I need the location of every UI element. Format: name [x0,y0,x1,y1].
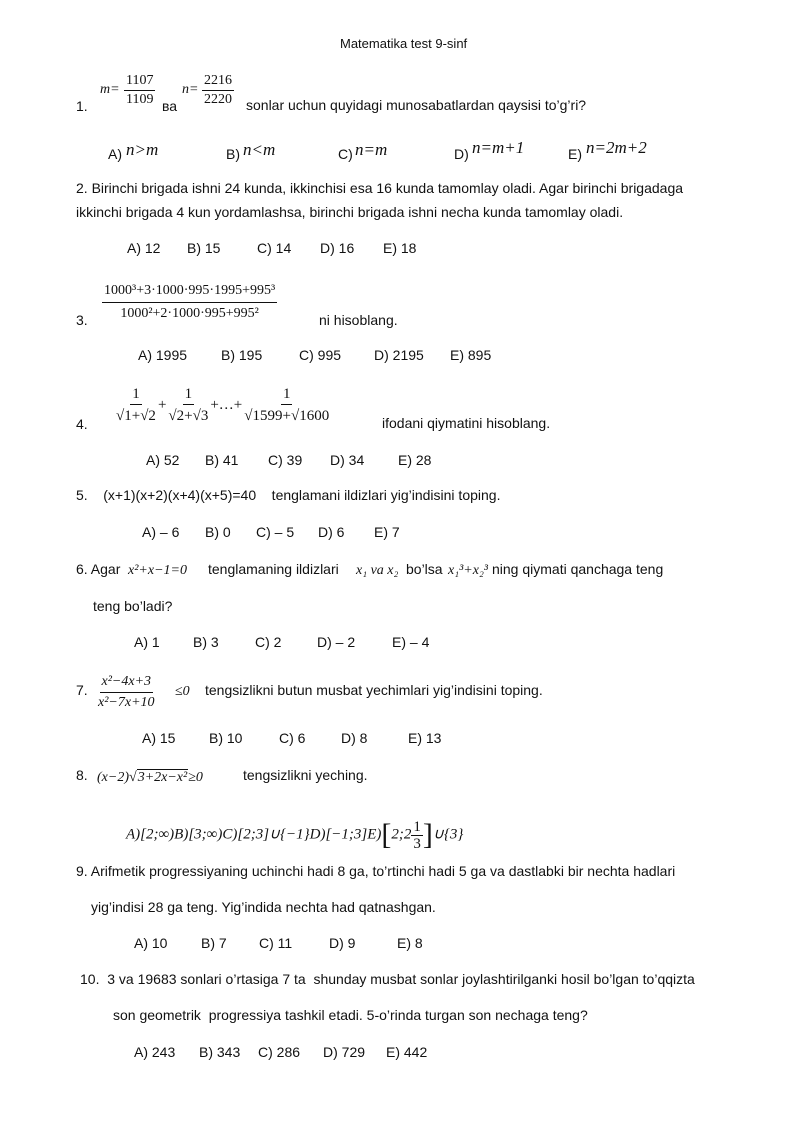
q3-option-b: B) 195 [221,347,263,363]
q4-option-c: C) 39 [268,452,303,468]
q7-rel: ≤0 [175,684,190,699]
q6-roots: x₁ va x₂ [356,563,399,578]
q1-option-e-label: E) [568,146,582,162]
q2-line1: 2. Birinchi brigada ishni 24 kunda, ikkinchisi esa 16 kunda tamomlay oladi. Agar birinchi brigadaga [76,180,684,196]
q8-opt-e-num: 1 [413,818,421,835]
q3-option-a: A) 1995 [138,347,188,363]
q6-bolsa: bo’lsa [406,561,443,577]
q10-option-d: D) 729 [323,1044,366,1060]
q4-text: ifodani qiymatini hisoblang. [382,415,551,431]
q8-expr-post: ≥0 [188,770,203,785]
q7-option-e: E) 13 [408,730,442,746]
q4-option-e: E) 28 [398,452,432,468]
q8-opt-e-pre: 2;2 [391,826,412,843]
q3-text: ni hisoblang. [319,312,398,328]
q8-expr-sqrt: 3+2x−x² [137,770,188,785]
q9-option-e: E) 8 [397,935,423,951]
page-title: Matematika test 9-sinf [340,36,468,51]
q2-option-a: A) 12 [127,240,161,256]
q3-option-c: C) 995 [299,347,342,363]
q4-plus: + [157,396,167,413]
q1-option-c-expr: n=m [355,140,388,159]
q1-m-fraction [124,72,155,109]
q1-option-c-label: C) [338,146,353,162]
q7-option-d: D) 8 [341,730,368,746]
q9-option-c: C) 11 [259,935,293,951]
q8-text: tengsizlikni yeching. [243,767,368,783]
q3-den: 1000²+2·1000·995+995² [120,306,259,321]
q7-option-a: A) 15 [142,730,176,746]
q7-number: 7. [76,682,88,698]
q6-equation: x²+x−1=0 [128,563,187,578]
q9-option-a: A) 10 [134,935,168,951]
q1-m-den: 1109 [126,92,154,107]
q4-term3-num: 1 [281,384,293,405]
q6-option-c: C) 2 [255,634,282,650]
q7-num: x²−4x+3 [100,672,154,693]
q1-option-b-expr: n<m [243,140,276,159]
q4-dots: +…+ [210,396,243,413]
q1-option-b-label: B) [226,146,240,162]
q4-term1-num: 1 [130,384,142,405]
q1-n-den: 2220 [204,92,232,107]
q6-option-b: B) 3 [193,634,219,650]
q6-expr: x₁³+x₂³ [448,563,489,578]
q1-text: sonlar uchun quyidagi munosabatlardan qaysisi to’g’ri? [246,97,587,113]
q2-option-e: E) 18 [383,240,417,256]
q9-line2: yig’indisi 28 ga teng. Yig’indida nechta had qatnashgan. [91,899,436,915]
q7-option-c: C) 6 [279,730,306,746]
q6-mid: tenglamaning ildizlari [208,561,339,577]
q6-suffix: ning qiymati qanchaga teng [492,561,664,577]
q8-opt-e-den: 3 [413,835,421,852]
q7-text: tengsizlikni butun musbat yechimlari yig’indisini toping. [205,682,543,698]
q5-option-b: B) 0 [205,524,231,540]
q1-n-fraction [202,72,234,109]
q1-va: ва [162,98,178,114]
q2-option-d: D) 16 [320,240,355,256]
q9-option-d: D) 9 [329,935,356,951]
q4-term1-den: √1+√2 [116,408,156,424]
q1-m-label: m= [100,82,120,97]
q6-option-a: A) 1 [134,634,160,650]
q10-option-c: C) 286 [258,1044,301,1060]
q6-line2: teng bo’ladi? [93,598,173,614]
q4-option-d: D) 34 [330,452,365,468]
q1-option-a-expr: n>m [126,140,159,159]
q8-number: 8. [76,767,88,783]
q4-term3-den: √1599+√1600 [244,408,330,424]
q8-expression: (x−2)√3+2x−x²≥0 [97,770,203,785]
q1-n-num: 2216 [202,72,234,91]
q9-option-b: B) 7 [201,935,227,951]
q6-option-e: E) – 4 [392,634,430,650]
q4-option-a: A) 52 [146,452,180,468]
q5-text: 5. (x+1)(x+2)(x+4)(x+5)=40 tenglamani ildizlari yig’indisini toping. [76,487,501,503]
q10-option-a: A) 243 [134,1044,176,1060]
q2-line2: ikkinchi brigada 4 kun yordamlashsa, birinchi brigada ishni necha kunda tamomlay oladi. [76,204,624,220]
q9-line1: 9. Arifmetik progressiyaning uchinchi hadi 8 ga, to’rtinchi hadi 5 ga va dastlabki bir nechta hadlari [76,863,676,879]
q1-option-d-label: D) [454,146,469,162]
q8-options: A)[2;∞)B)[3;∞)C)[2;3]∪{−1}D)[−1;3]E)[2;2 $\frac{1}{3}$ ]∪{3} [126,818,464,852]
q1-m-num: 1107 [124,72,155,91]
q5-option-e: E) 7 [374,524,400,540]
q8-options-main: A)[2;∞)B)[3;∞)C)[2;3]∪{−1}D)[−1;3]E) [126,826,382,843]
q8-opt-e-post: ∪{3} [432,826,464,843]
q8-expr-pre: (x−2) [97,770,129,785]
q2-option-b: B) 15 [187,240,221,256]
q3-option-d: D) 2195 [374,347,424,363]
q1-option-e-expr: n=2m+2 [586,138,647,157]
q7-option-b: B) 10 [209,730,243,746]
q1-option-d-expr: n=m+1 [472,138,525,157]
q10-option-e: E) 442 [386,1044,428,1060]
q4-expression [114,384,331,427]
q5-option-a: A) – 6 [142,524,180,540]
q7-den: x²−7x+10 [98,695,155,710]
q4-term2-num: 1 [183,384,195,405]
q1-option-a-label: A) [108,146,122,162]
q3-number: 3. [76,312,88,328]
q2-option-c: C) 14 [257,240,292,256]
q5-option-d: D) 6 [318,524,345,540]
q5-option-c: C) – 5 [256,524,295,540]
q4-term2-den: √2+√3 [168,408,209,424]
q1-n-label: n= [182,82,199,97]
q4-option-b: B) 41 [205,452,239,468]
q3-option-e: E) 895 [450,347,492,363]
q6-prefix: 6. Agar [76,561,121,577]
q3-num: 1000³+3·1000·995·1995+995³ [102,280,277,303]
q7-fraction [96,672,157,713]
q1-number: 1. [76,98,88,114]
q10-line1: 10. 3 va 19683 sonlari o’rtasiga 7 ta shunday musbat sonlar joylashtirilganki hosil bo’lgan to’qqizta [80,971,695,987]
q10-line2: son geometrik progressiya tashkil etadi. 5-o’rinda turgan son nechaga teng? [113,1007,588,1023]
q6-option-d: D) – 2 [317,634,356,650]
q4-number: 4. [76,416,88,432]
q10-option-b: B) 343 [199,1044,241,1060]
q3-fraction [102,280,277,325]
